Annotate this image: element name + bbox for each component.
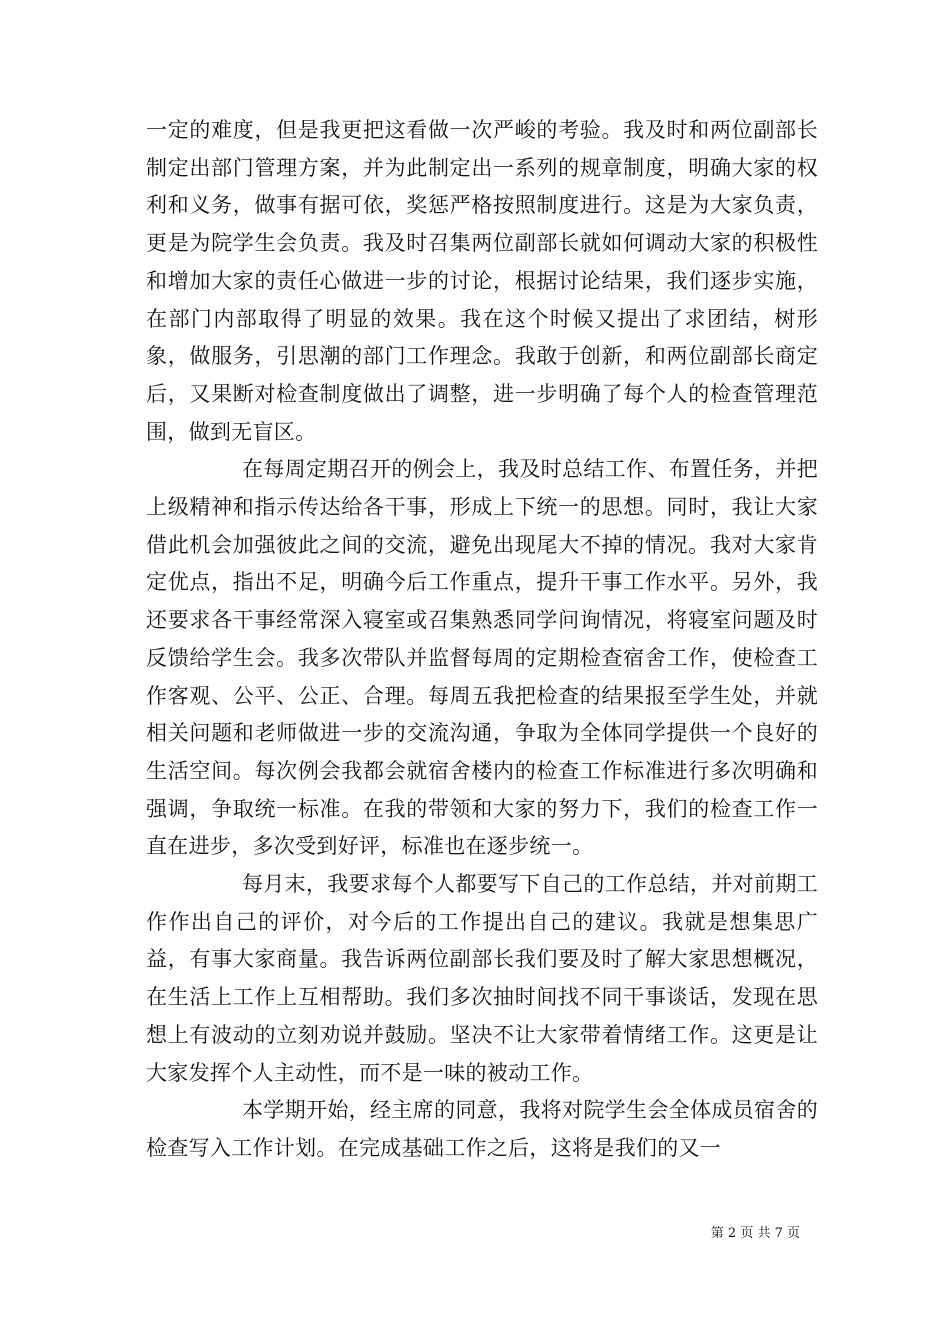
paragraph-2: 在每周定期召开的例会上，我及时总结工作、布置任务，并把上级精神和指示传达给各干事，形成上下统一的思想。同时，我让大家借此机会加强彼此之间的交流，避免出现尾大不掉的情况。我对大家肯定优点，指出不足，明确今后工作重点，提升干事工作水平。另外，我还要求各干事经常深入寝室或召集熟悉同学问询情况，将寝室问题及时反馈给学生会。我多次带队并监督每周的定期检查宿舍工作，使检查工作客观、公平、公正、合理。每周五我把检查的结果报至学生处，并就相关问题和老师做进一步的交流沟通，争取为全体同学提供一个良好的生活空间。每次例会我都会就宿舍楼内的检查工作标准进行多次明确和强调，争取统一标准。在我的带领和大家的努力下，我们的检查工作一直在进步，多次受到好评，标准也在逐步统一。 xyxy=(146,457,818,859)
page-number: 第 2 页 共 7 页 xyxy=(710,1226,800,1241)
paragraph-3: 每月末，我要求每个人都要写下自己的工作总结，并对前期工作作出自己的评价，对今后的工作提出自己的建议。我就是想集思广益，有事大家商量。我告诉两位副部长我们要及时了解大家思想概况，在生活上工作上互相帮助。我们多次抽时间找不同干事谈话，发现在思想上有波动的立刻劝说并鼓励。坚决不让大家带着情绪工作。这更是让大家发挥个人主动性，而不是一味的被动工作。 xyxy=(146,872,818,1085)
paragraph-1: 一定的难度，但是我更把这看做一次严峻的考验。我及时和两位副部长制定出部门管理方案，并为此制定出一系列的规章制度，明确大家的权利和义务，做事有据可依，奖惩严格按照制度进行。这是为大家负责，更是为院学生会负责。我及时召集两位副部长就如何调动大家的积极性和增加大家的责任心做进一步的讨论，根据讨论结果，我们逐步实施，在部门内部取得了明显的效果。我在这个时候又提出了求团结，树形象，做服务，引思潮的部门工作理念。我敢于创新，和两位副部长商定后，又果断对检查制度做出了调整，进一步明确了每个人的检查管理范围，做到无盲区。 xyxy=(146,118,818,444)
document-body xyxy=(146,112,818,1168)
paragraph-4: 本学期开始，经主席的同意，我将对院学生会全体成员宿舍的检查写入工作计划。在完成基础工作之后，这将是我们的又一 xyxy=(146,1098,818,1160)
